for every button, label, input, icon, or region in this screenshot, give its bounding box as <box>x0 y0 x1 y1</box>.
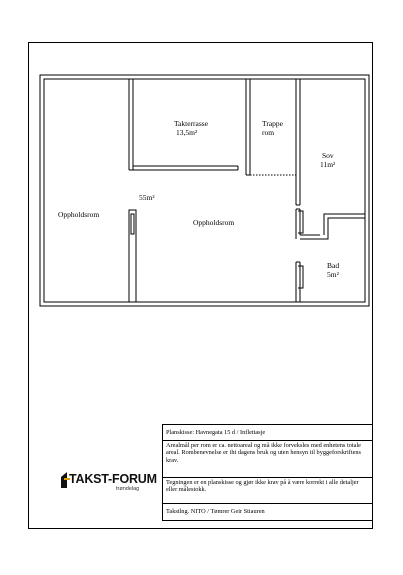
room-bad-area: 5m² <box>327 270 339 279</box>
area-note-row <box>163 441 372 478</box>
surveyor-row <box>163 504 372 520</box>
outer-wall <box>40 75 369 306</box>
logo-name: TAKST-FORUM <box>69 472 157 486</box>
wall-left-divider <box>129 79 133 170</box>
outer-wall-inner <box>44 79 365 302</box>
title-block <box>162 424 373 521</box>
logo-sub: trøndelag <box>116 486 140 492</box>
room-sov-area: 11m² <box>320 160 336 169</box>
room-oppholdsrom-left: Oppholdsrom <box>58 210 100 219</box>
drawing-note: Tegningen er en planskisse og gjør ikke krav på å være korrekt i alle detaljer eller målestokk. <box>166 479 359 494</box>
drawing-note-row <box>163 478 372 504</box>
wall-bad-door <box>296 262 300 302</box>
plan-title: Planskisse: Havnegata 15 d / Inflettasje <box>166 428 266 436</box>
total-area: 55m² <box>139 193 155 202</box>
room-trapperom-line2: rom <box>262 128 275 137</box>
room-sov-name: Sov <box>322 151 334 160</box>
wall-sov-bottom <box>300 214 365 239</box>
room-oppholdsrom-center: Oppholdsrom <box>193 218 235 227</box>
room-takterrasse-name: Takterrasse <box>174 119 209 128</box>
room-trapperom-line1: Trappe <box>262 119 283 128</box>
surveyor: Takstlng. NITO / Tømrer Geir Stiauren <box>166 508 265 516</box>
takst-forum-logo <box>58 470 158 496</box>
room-takterrasse-area: 13,5m² <box>176 128 198 137</box>
title-row <box>163 425 372 441</box>
wall-bad-left <box>296 209 300 239</box>
wall-stair-right <box>296 79 300 205</box>
area-note: Arealmål per rom er ca. nettoareal og må ikke forveksles med enhetens totale areal. Rombenevnelse er iht dagens bruk og uten hensyn til byggeforskriftens krav. <box>166 442 361 464</box>
wall-terrace-bottom <box>133 166 238 170</box>
room-bad-name: Bad <box>327 261 340 270</box>
wall-pillar <box>129 210 136 302</box>
wall-stair-left <box>246 79 250 175</box>
wall-pillar-inner <box>131 214 134 234</box>
